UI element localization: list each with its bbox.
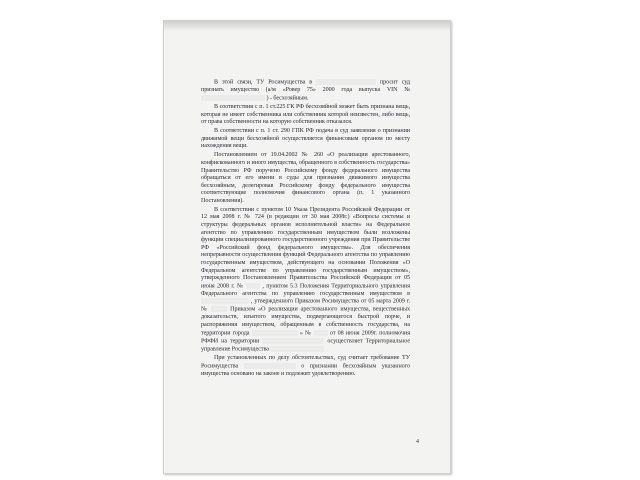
text-run: » № bbox=[299, 330, 312, 336]
text-run: В соответствии с п. 1 ст.225 ГК РФ бесхозяйной может быть признана вещь, которая не имеет собственника или собственник которой неизвестен, либо вещь, от права собственности на которую собственник отказался. bbox=[201, 103, 410, 126]
scan-edge-shadow bbox=[164, 21, 450, 31]
page-number: 4 bbox=[416, 439, 419, 445]
redacted-blank bbox=[201, 95, 265, 101]
document-body bbox=[201, 79, 410, 380]
text-run: , пунктом 5.3 Положения Территориального управления Федерального агентства по управлению государственным имуществом в bbox=[201, 283, 411, 297]
redacted-blank bbox=[211, 306, 227, 312]
paragraph bbox=[201, 79, 410, 103]
paragraph bbox=[201, 128, 410, 151]
redacted-blank bbox=[316, 79, 376, 85]
redacted-blank bbox=[201, 298, 249, 304]
text-run: В соответствии с п. 1 ст. 290 ГПК РФ подача в суд заявления о признании движимой вещи бесхозяйной осуществляется финансовым органом по месту нахождения вещи. bbox=[201, 128, 410, 150]
redacted-blank bbox=[246, 283, 260, 289]
redacted-blank bbox=[262, 338, 324, 344]
redacted-blank bbox=[270, 346, 324, 352]
text-run: , утвержденного Приказом Росимущества от 05 марта 2009 г. № bbox=[201, 298, 410, 313]
redacted-blank bbox=[244, 363, 296, 369]
text-run: В этой связи, ТУ Росимущества в bbox=[214, 79, 313, 86]
text-run: просит суд признать имущество (а/м «Ровер 75» 2000 года выпуска VIN № bbox=[201, 79, 410, 93]
paragraph bbox=[201, 207, 410, 354]
paragraph bbox=[201, 355, 410, 378]
text-run: Постановлением от 19.04.2002 № 260 «О реализации арестованного, конфискованного и иного имущества, обращенного в собственность государства» Правительство РФ поручено Российскому фонду федерального имущества обращаться от его имени в суды для признания движимого имущества бесхозяйным, делегировав Российскому фонду федерального имущества соответствующие полномочия финансового органа (п. 1 указанного Постановления). bbox=[201, 152, 410, 204]
text-run: При установленных по делу обстоятельствах, суд считает требование ТУ Росимущества bbox=[201, 354, 410, 369]
redacted-blank bbox=[252, 330, 298, 336]
text-run: ) - бесхозяйным. bbox=[266, 95, 309, 101]
text-run: от 08 июня 2009г. полномочия РФФИ на территории bbox=[201, 330, 410, 344]
text-run: о признании бесхозяйным указанного имущества основано на законе и подлежит удовлетворению. bbox=[201, 362, 410, 377]
text-run: Приказом «О реализации арестованного имущества, вещественных доказательств, изъятого имущества, подвергающегося быстрой порче, и распоряжения имуществом, обращенным в собственность государства, на территории города bbox=[201, 306, 410, 336]
redacted-blank bbox=[314, 330, 328, 336]
paragraph bbox=[201, 104, 410, 127]
paragraph bbox=[201, 152, 410, 205]
scanned-document-page bbox=[163, 20, 451, 474]
text-run: осуществляет Территориальное управление Росимущества bbox=[201, 338, 410, 352]
text-run: В соответствии с пунктом 10 Указа Президента Российской Федерации от 12 мая 2008 г. № 724 (в редакции от 30 мая 2008г.) «Вопросы системы и структуры федеральных органов исполнительной власти» на Федеральное агентство по управлению государственным имуществом были возложены функции специализированного государственного учреждения при Правительстве РФ «Российский фонд федерального имущества». Для обеспечения непрерывности осуществления функций Федерального агентства по управлению государственным имуществом, действующего на основании Положения «О Федеральном агентстве по управлению государственным имуществом», утвержденного Постановлением Правительства Российской Федерации от 05 июня 2008 г. № bbox=[201, 206, 410, 290]
